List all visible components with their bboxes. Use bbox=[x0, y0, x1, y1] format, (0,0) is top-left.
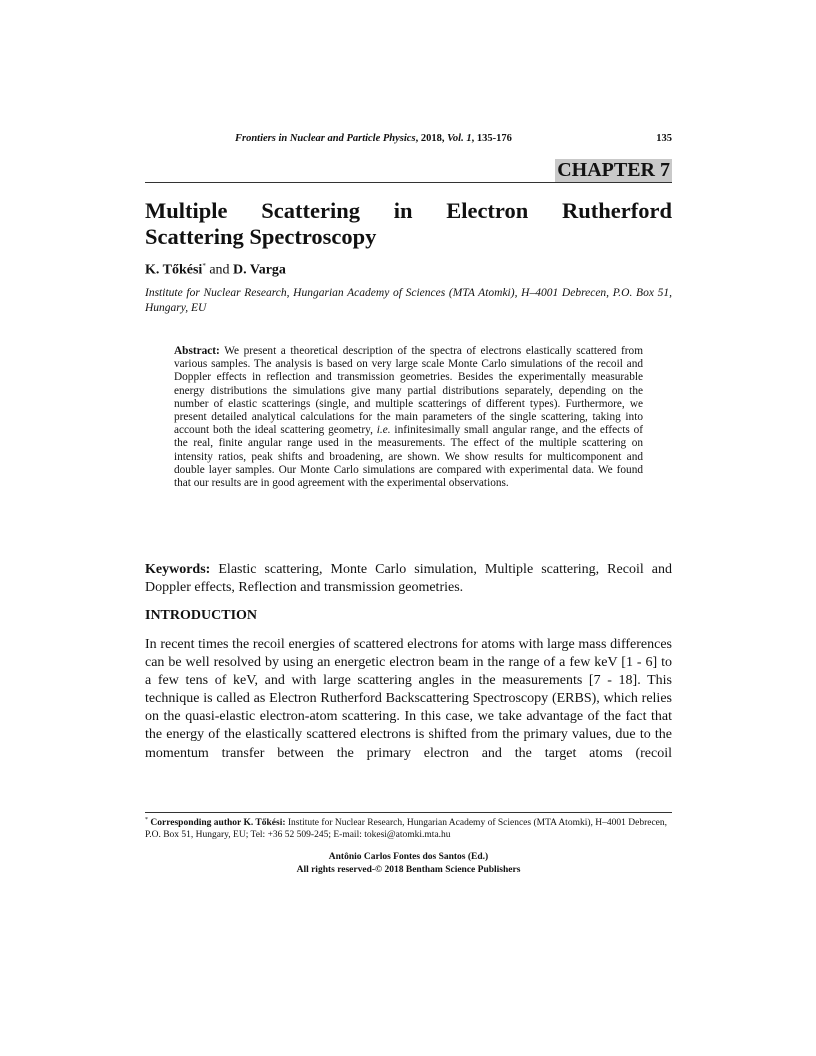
keywords bbox=[145, 561, 672, 597]
publisher-info bbox=[145, 851, 672, 876]
title-line-1 bbox=[145, 198, 672, 224]
title-word: Rutherford bbox=[562, 198, 672, 223]
title-word: Multiple bbox=[145, 198, 228, 223]
intro-paragraph: In recent times the recoil energies of scattered electrons for atoms with large mass differences can be well resolved by using an energetic electron beam in the range of a few keV [1 - 6] to a few tens of keV, and with large scattering angles in the measurements [7 - 18]. This technique is called as Electron Rutherford Backscattering Spectroscopy (ERBS), which relies on the quasi-elastic electron-atom scattering. In this case, we take advantage of the fact that the energy of the elastically scattered electrons is shifted from the primary values, due to the momentum transfer between the primary electron and the target atoms (recoil bbox=[145, 637, 672, 761]
journal-year: , 2018, bbox=[415, 133, 448, 144]
corresponding-mark: * bbox=[202, 262, 206, 270]
chapter-title bbox=[145, 198, 672, 250]
author-1: K. Tőkési bbox=[145, 262, 203, 278]
author-2: D. Varga bbox=[233, 262, 286, 278]
author-conjunction: and bbox=[205, 262, 234, 278]
abstract-label: Abstract: bbox=[174, 345, 220, 357]
footnote-text: Institute for Nuclear Research, Hungarian Academy of Sciences (MTA Atomki), H–4001 Debrecen, P.O. Box 51, Hungary, EU; Tel: +36 52 509-245; E-mail: tokesi@atomki.mta.hu bbox=[145, 818, 668, 841]
affiliation: Institute for Nuclear Research, Hungarian Academy of Sciences (MTA Atomki), H–4001 Debrecen, P.O. Box 51, Hungary, EU bbox=[145, 287, 672, 314]
journal-name: Frontiers in Nuclear and Particle Physics bbox=[235, 133, 416, 144]
title-word: Electron bbox=[446, 198, 529, 223]
abstract-ie: i.e. bbox=[376, 424, 391, 437]
title-line-2: Scattering Spectroscopy bbox=[145, 224, 377, 249]
abstract-text-cont: infinitesimally small angular range, and the effects of the real, finite angular range used in the measurements. The effect of the multiple scattering on intensity ratios, peak shifts and broadening, are shown. We show results for multicomponent and double layer samples. Our Monte Carlo simulations are compared with experimental data. We found that our results are in good agreement with the experimental observations. bbox=[174, 424, 643, 490]
footnote bbox=[145, 814, 672, 841]
abstract-text: We present a theoretical description of the spectra of electrons elastically scattered from various samples. The analysis is based on very large scale Monte Carlo simulations of the recoil and Doppler effects in reflection and transmission geometries. Besides the experimentally measurable energy distributions the simulations give many partial distributions separately, depending on the number of elastic scatterings (single, and multiple scatterings of different types). Furthermore, we present detailed analytical calculations for the main parameters of the single scattering, taking into account both the ideal scattering geometry, bbox=[174, 345, 643, 437]
page-number: 135 bbox=[656, 133, 672, 144]
author-list bbox=[145, 262, 286, 279]
keywords-text: Elastic scattering, Monte Carlo simulation, Multiple scattering, Recoil and Doppler effects, Reflection and transmission geometries. bbox=[145, 562, 672, 595]
chapter-label: CHAPTER 7 bbox=[557, 159, 670, 181]
title-word: Scattering bbox=[261, 198, 360, 223]
footnote-mark: * bbox=[145, 817, 148, 823]
header-rule bbox=[145, 182, 672, 183]
copyright-line: All rights reserved-© 2018 Bentham Science Publishers bbox=[296, 864, 521, 875]
title-word: in bbox=[393, 198, 413, 223]
keywords-label: Keywords: bbox=[145, 562, 211, 577]
section-heading: INTRODUCTION bbox=[145, 608, 258, 623]
journal-citation bbox=[235, 133, 512, 144]
footnote-rule bbox=[145, 812, 672, 813]
editor-line: Antônio Carlos Fontes dos Santos (Ed.) bbox=[328, 852, 489, 862]
journal-volume: Vol. 1 bbox=[447, 133, 472, 144]
journal-pages: , 135-176 bbox=[471, 133, 512, 144]
footnote-label: Corresponding author K. Tőkési: bbox=[148, 818, 286, 829]
abstract bbox=[174, 345, 643, 490]
